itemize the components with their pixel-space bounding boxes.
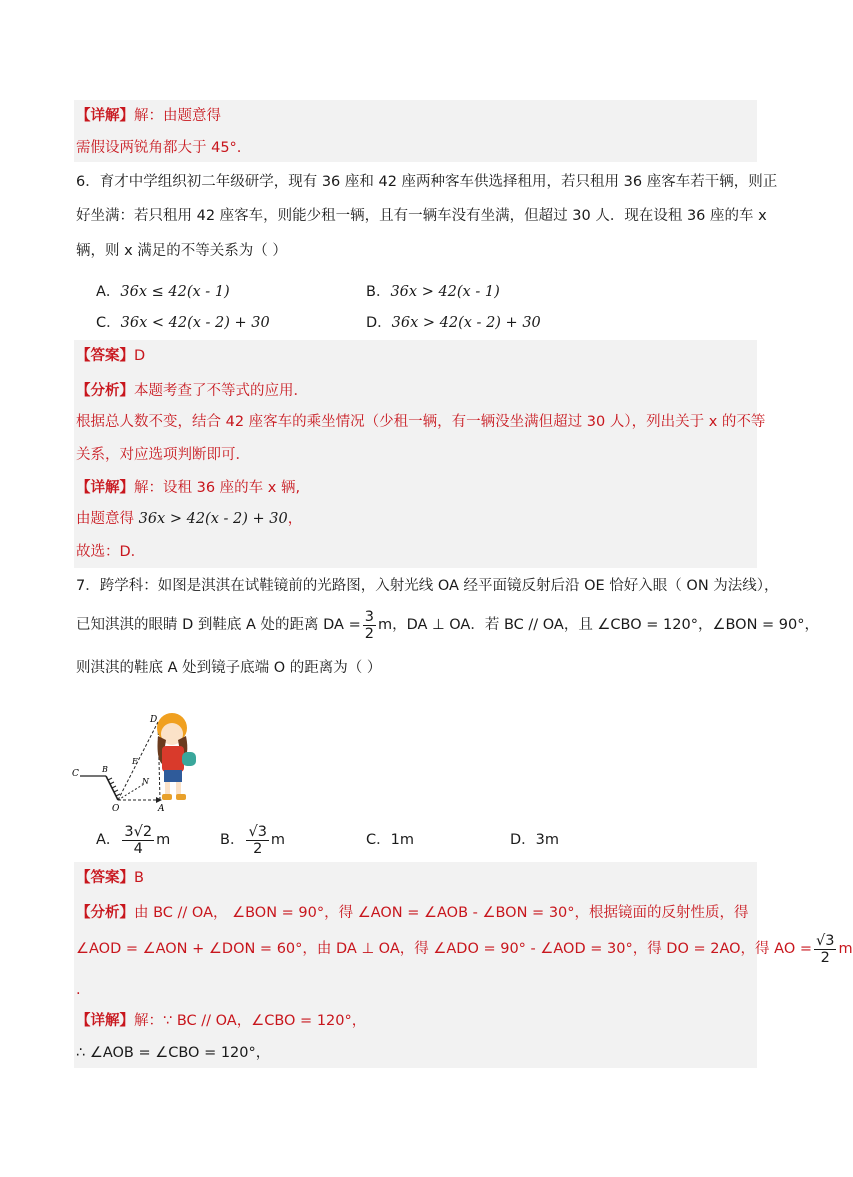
stem-part-b: m，DA ⊥ OA．若 BC // OA，且 ∠CBO = 120°，∠BON = 90°，	[377, 617, 819, 633]
frac-den: 2	[364, 625, 374, 642]
analysis-tag: 【分析】	[76, 383, 134, 399]
q6-detail-line-2	[76, 509, 302, 529]
option-label: A．	[96, 832, 121, 848]
q7-analysis-line	[76, 903, 749, 923]
q7-stem-line-1: 7．跨学科：如图是淇淇在试鞋镜前的光路图，入射光线 OA 经平面镜反射后沿 OE 恰好入眼（ ON 为法线），	[76, 578, 779, 594]
q6-analysis-line	[76, 381, 308, 401]
detail-text: 解：设租 36 座的车 x 辆,	[134, 480, 301, 496]
option-expr: 36x < 42(x - 2) + 30	[120, 315, 270, 331]
arrow-a	[156, 797, 162, 803]
answer-value: B	[134, 870, 144, 886]
frac-num: √3	[816, 932, 835, 949]
option-label: A．	[96, 284, 121, 300]
girl-shorts	[164, 770, 182, 782]
frac-den: 2	[820, 949, 830, 966]
analysis-fraction	[814, 933, 836, 966]
q6-analysis-line-2: 根据总人数不变，结合 42 座客车的乘坐情况（少租一辆，有一辆没坐满但超过 30 人），列出关于 x 的不等	[76, 414, 766, 430]
option-label: D．	[366, 315, 392, 331]
analysis-unit: m	[838, 941, 853, 957]
q6-stem-line-2: 好坐满：若只租用 42 座客车，则能少租一辆，且有一辆车没有坐满，但超过 30 人．现在设租 36 座的车 x	[76, 208, 767, 224]
line-on	[118, 784, 144, 800]
detail-tag: 【详解】	[76, 108, 134, 124]
q6-detail-line	[76, 478, 300, 498]
q7-detail-line	[76, 1011, 366, 1031]
q6-option-a[interactable]	[96, 282, 230, 302]
label-d: D	[150, 715, 158, 725]
q6-stem-line-3: 辆，则 x 满足的不等关系为（ ）	[76, 243, 287, 259]
detail-expr: 36x > 42(x - 2) + 30	[138, 511, 288, 527]
detail-line-2: 需假设两锐角都大于 45°.	[76, 140, 242, 156]
option-unit: m	[156, 832, 171, 848]
label-a: A	[158, 804, 165, 814]
answer-tag: 【答案】	[76, 348, 134, 364]
q7-analysis-line-2	[76, 932, 853, 966]
label-o: O	[112, 804, 120, 814]
frac-num: 3√2	[124, 823, 153, 840]
analysis-text: 由 BC // OA， ∠BON = 90°，得 ∠AON = ∠AOB - ∠BON = 30°，根据镜面的反射性质，得	[134, 905, 749, 921]
detail-suffix: ，	[287, 511, 303, 527]
q6-stem-line-1: 6．育才中学组织初二年级研学，现有 36 座和 42 座两种客车供选择租用，若只租用 36 座客车若干辆，则正	[76, 174, 778, 190]
q6-answer-line	[76, 346, 145, 366]
option-label: C．	[96, 315, 121, 331]
frac-den: 4	[133, 840, 143, 857]
option-text: 3m	[535, 832, 560, 848]
girl-shirt	[162, 746, 184, 772]
option-label: B．	[366, 284, 391, 300]
q7-stem-line-2	[76, 608, 819, 642]
q7-option-d[interactable]	[510, 830, 559, 850]
option-expr: 36x > 42(x - 2) + 30	[391, 315, 541, 331]
fraction-3-2	[363, 609, 376, 642]
option-text: 1m	[390, 832, 414, 848]
q7-option-c[interactable]	[366, 830, 414, 850]
label-b: B	[102, 765, 108, 774]
answer-tag: 【答案】	[76, 870, 134, 886]
q7-detail-line-2: ∴ ∠AOB = ∠CBO = 120°，	[76, 1045, 271, 1061]
detail-tag: 【详解】	[76, 1013, 134, 1029]
option-fraction	[122, 824, 154, 857]
option-fraction	[246, 824, 268, 857]
frac-num: √3	[248, 823, 267, 840]
detail-tag: 【详解】	[76, 480, 134, 496]
option-label: D．	[510, 832, 536, 848]
q7-analysis-line-3: .	[76, 982, 81, 998]
q7-option-a[interactable]	[96, 822, 170, 858]
q6-option-d[interactable]	[366, 313, 541, 333]
option-expr: 36x > 42(x - 1)	[390, 284, 500, 300]
line-od	[118, 722, 158, 800]
frac-den: 2	[253, 840, 263, 857]
detail-text: 解：由题意得	[134, 108, 221, 124]
answer-value: D	[134, 348, 146, 364]
option-unit: m	[270, 832, 286, 848]
option-label: C．	[366, 832, 391, 848]
girl-bag	[182, 752, 196, 766]
analysis-text: 本题考查了不等式的应用．	[134, 383, 308, 399]
q6-option-b[interactable]	[366, 282, 500, 302]
analysis-part: ∠AOD = ∠AON + ∠DON = 60°，由 DA ⊥ OA，得 ∠ADO = 90° - ∠AOD = 30°，得 DO = 2AO，得 AO =	[76, 941, 812, 957]
detail-prefix: 由题意得	[76, 511, 139, 527]
q6-option-c[interactable]	[96, 313, 270, 333]
option-label: B．	[220, 832, 245, 848]
q7-answer-line	[76, 868, 144, 888]
light-path-figure	[72, 700, 212, 812]
label-n: N	[142, 777, 149, 786]
frac-num: 3	[364, 608, 374, 625]
option-expr: 36x ≤ 42(x - 1)	[120, 284, 230, 300]
label-c: C	[72, 769, 79, 779]
detail-line	[76, 106, 221, 126]
q7-stem-line-3: 则淇淇的鞋底 A 处到镜子底端 O 的距离为（ ）	[76, 660, 382, 676]
q6-analysis-line-3: 关系，对应选项判断即可．	[76, 447, 250, 463]
q6-detail-line-3: 故选：D．	[76, 544, 146, 560]
label-e: E	[132, 757, 138, 766]
detail-text: 解：∵ BC // OA，∠CBO = 120°，	[134, 1013, 367, 1029]
analysis-tag: 【分析】	[76, 905, 134, 921]
stem-part-a: 已知淇淇的眼睛 D 到鞋底 A 处的距离 DA =	[76, 617, 361, 633]
q7-option-b[interactable]	[220, 822, 285, 858]
figure-svg	[72, 700, 212, 812]
